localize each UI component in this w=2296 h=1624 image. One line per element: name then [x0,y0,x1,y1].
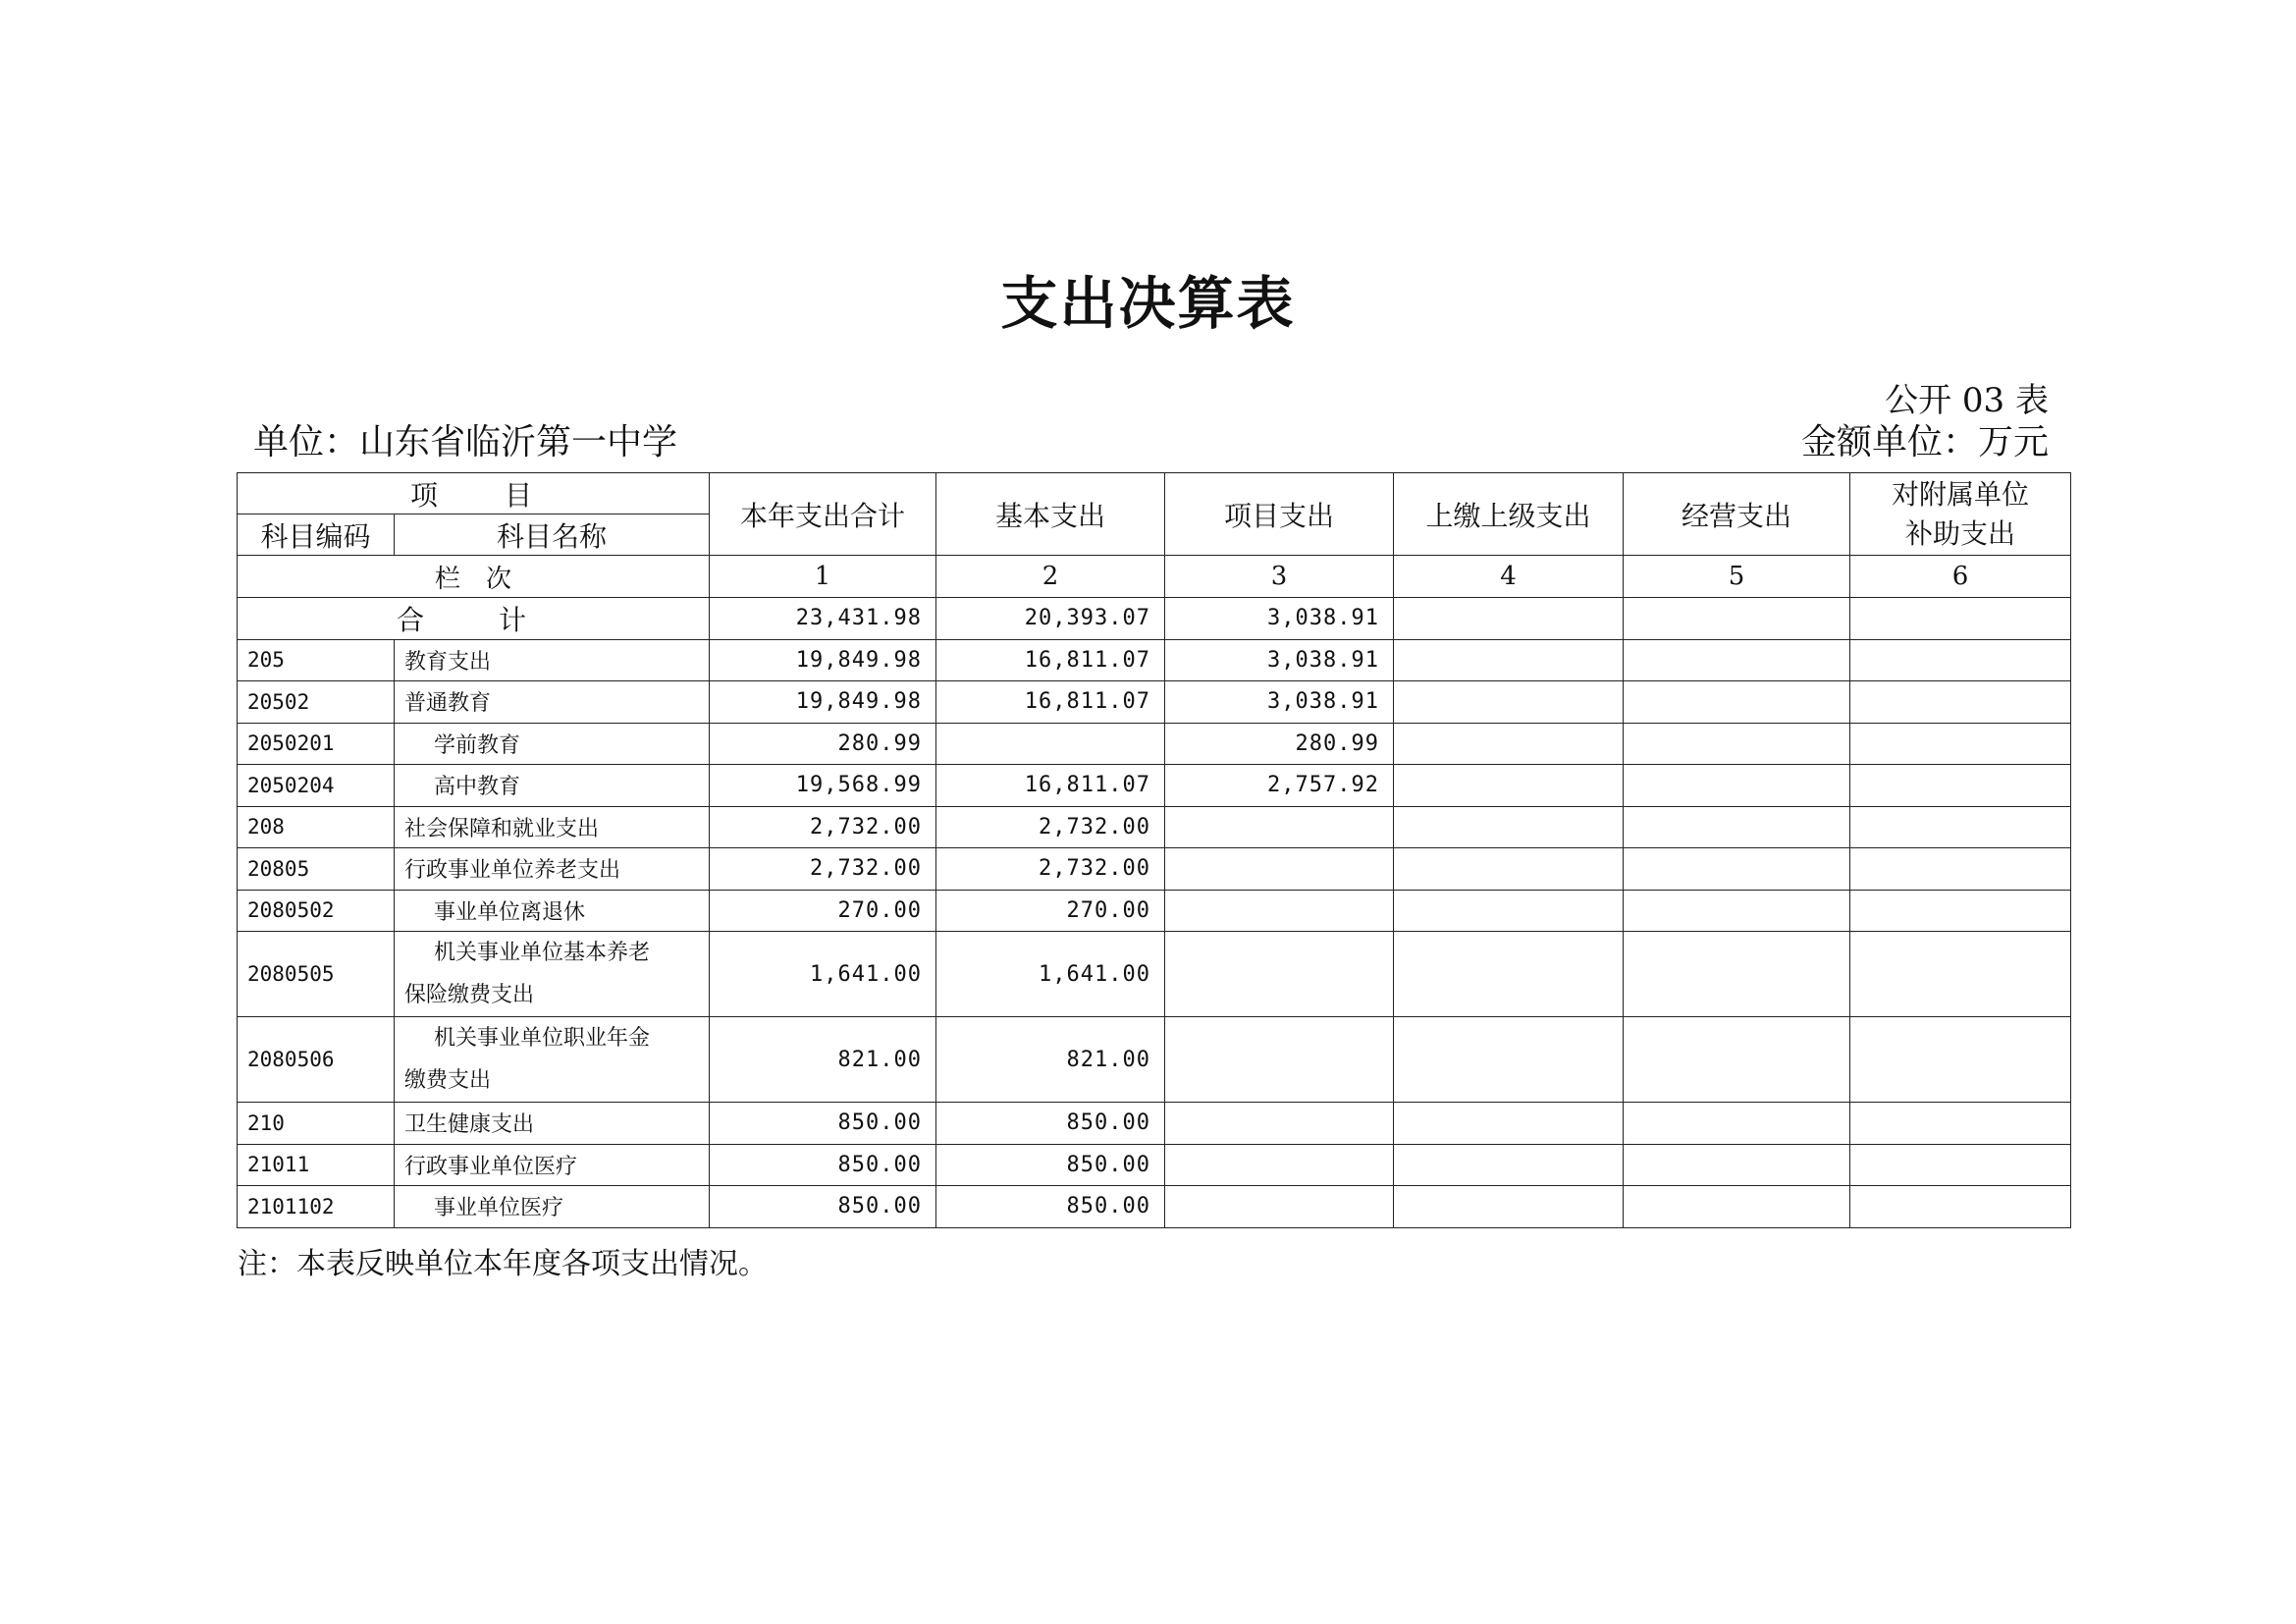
amount-cell [1165,806,1394,848]
amount-cell: 2,732.00 [936,848,1165,891]
amount-cell: 16,811.07 [936,681,1165,724]
subject-code: 2101102 [238,1186,395,1228]
table-row [238,1103,2071,1145]
subject-code: 2050204 [238,765,395,807]
amount-cell: 2,732.00 [936,806,1165,848]
amount-cell: 850.00 [710,1144,936,1186]
subject-name: 社会保障和就业支出 [395,806,710,848]
amount-cell: 16,811.07 [936,765,1165,807]
amount-cell [1850,723,2071,765]
subject-name: 行政事业单位医疗 [395,1144,710,1186]
amount-cell: 821.00 [936,1017,1165,1103]
subject-code: 2050201 [238,723,395,765]
table-row [238,765,2071,807]
total-label: 合 计 [238,598,710,640]
subject-name: 高中教育 [395,765,710,807]
amount-cell [1850,681,2071,724]
header-name: 科目名称 [395,514,710,556]
subject-name [395,1017,710,1103]
form-number: 公开 03 表 [1885,381,2049,420]
amount-cell [1850,848,2071,891]
subject-name: 卫生健康支出 [395,1103,710,1145]
amount-cell [1624,806,1850,848]
total-value [1394,598,1624,640]
table-row [238,681,2071,724]
amount-cell [1624,681,1850,724]
total-value [1850,598,2071,640]
amount-cell: 280.99 [1165,723,1394,765]
subject-name: 行政事业单位养老支出 [395,848,710,891]
footnote: 注：本表反映单位本年度各项支出情况。 [238,1247,768,1281]
subject-code: 208 [238,806,395,848]
subject-name: 学前教育 [395,723,710,765]
amount-cell: 1,641.00 [710,932,936,1017]
header-project: 项 目 [238,473,710,514]
amount-unit: 金额单位：万元 [1800,422,2049,462]
amount-cell [1624,723,1850,765]
amount-cell [1165,890,1394,932]
amount-cell [1394,806,1624,848]
amount-cell [1165,1103,1394,1145]
table-row [238,723,2071,765]
header-col-project: 项目支出 [1165,473,1394,556]
amount-cell [1394,765,1624,807]
amount-cell: 821.00 [710,1017,936,1103]
amount-cell [1624,765,1850,807]
amount-cell: 2,757.92 [1165,765,1394,807]
amount-cell [1394,1186,1624,1228]
amount-cell [1624,890,1850,932]
subject-name-line1: 机关事业单位基本养老 [434,941,651,965]
amount-cell [1850,890,2071,932]
total-row [238,598,2071,640]
amount-cell [1850,639,2071,681]
total-value: 23,431.98 [710,598,936,640]
total-value [1624,598,1850,640]
subject-code: 21011 [238,1144,395,1186]
amount-cell [1165,1186,1394,1228]
table-row [238,1144,2071,1186]
subject-code: 205 [238,639,395,681]
table-row [238,1017,2071,1103]
column-number: 5 [1624,556,1850,598]
amount-cell [1624,1144,1850,1186]
amount-cell [1624,1103,1850,1145]
unit-label: 单位：山东省临沂第一中学 [253,422,678,462]
amount-cell [1850,1017,2071,1103]
subject-name-line1: 机关事业单位职业年金 [434,1026,651,1051]
table-row [238,806,2071,848]
subject-name: 教育支出 [395,639,710,681]
amount-cell [1394,639,1624,681]
amount-cell [1394,723,1624,765]
header-col-subsidy-line1: 对附属单位 [1892,477,2030,511]
table-row [238,1186,2071,1228]
amount-cell: 3,038.91 [1165,639,1394,681]
header-col-remit: 上缴上级支出 [1394,473,1624,556]
column-number: 3 [1165,556,1394,598]
header-col-basic: 基本支出 [936,473,1165,556]
total-value: 3,038.91 [1165,598,1394,640]
table-row [238,848,2071,891]
amount-cell [1394,1144,1624,1186]
amount-cell: 270.00 [710,890,936,932]
amount-cell: 850.00 [936,1186,1165,1228]
amount-cell [1850,1186,2071,1228]
header-col-business: 经营支出 [1624,473,1850,556]
subject-name-line2: 缴费支出 [404,1068,492,1093]
subject-code: 2080506 [238,1017,395,1103]
amount-cell: 2,732.00 [710,848,936,891]
subject-code: 2080505 [238,932,395,1017]
table-row [238,890,2071,932]
amount-cell [1624,848,1850,891]
column-number: 6 [1850,556,2071,598]
page-title: 支出决算表 [1000,270,1296,337]
subject-code: 20502 [238,681,395,724]
amount-cell: 850.00 [936,1103,1165,1145]
amount-cell: 270.00 [936,890,1165,932]
amount-cell: 3,038.91 [1165,681,1394,724]
amount-cell: 850.00 [710,1186,936,1228]
amount-cell: 19,849.98 [710,681,936,724]
amount-cell: 16,811.07 [936,639,1165,681]
amount-cell [1165,1144,1394,1186]
amount-cell [1850,1144,2071,1186]
header-col-subsidy-line2: 补助支出 [1905,516,2016,550]
amount-cell: 1,641.00 [936,932,1165,1017]
amount-cell [1394,1017,1624,1103]
subject-name: 事业单位离退休 [395,890,710,932]
subject-code: 210 [238,1103,395,1145]
amount-cell [1850,932,2071,1017]
column-number: 1 [710,556,936,598]
amount-cell [1165,1017,1394,1103]
amount-cell [1624,932,1850,1017]
amount-cell [1165,932,1394,1017]
amount-cell: 19,568.99 [710,765,936,807]
amount-cell [936,723,1165,765]
amount-cell [1850,806,2071,848]
amount-cell [1624,1017,1850,1103]
amount-cell [1394,848,1624,891]
amount-cell: 850.00 [710,1103,936,1145]
header-code: 科目编码 [238,514,395,556]
table-row [238,932,2071,1017]
amount-cell [1624,639,1850,681]
subject-name-line2: 保险缴费支出 [404,983,535,1007]
amount-cell [1624,1186,1850,1228]
subject-code: 20805 [238,848,395,891]
column-number: 2 [936,556,1165,598]
amount-cell [1394,932,1624,1017]
table-row [238,639,2071,681]
amount-cell [1394,890,1624,932]
total-value: 20,393.07 [936,598,1165,640]
subject-name: 普通教育 [395,681,710,724]
column-number: 4 [1394,556,1624,598]
amount-cell [1165,848,1394,891]
amount-cell [1850,1103,2071,1145]
amount-cell [1394,681,1624,724]
subject-code: 2080502 [238,890,395,932]
header-col-subsidy [1850,473,2071,556]
amount-cell [1394,1103,1624,1145]
column-number-label: 栏 次 [238,556,710,598]
amount-cell: 280.99 [710,723,936,765]
header-col-total: 本年支出合计 [710,473,936,556]
subject-name [395,932,710,1017]
amount-cell: 19,849.98 [710,639,936,681]
amount-cell [1850,765,2071,807]
amount-cell: 850.00 [936,1144,1165,1186]
subject-name: 事业单位医疗 [395,1186,710,1228]
amount-cell: 2,732.00 [710,806,936,848]
expenditure-table [237,472,2071,1228]
